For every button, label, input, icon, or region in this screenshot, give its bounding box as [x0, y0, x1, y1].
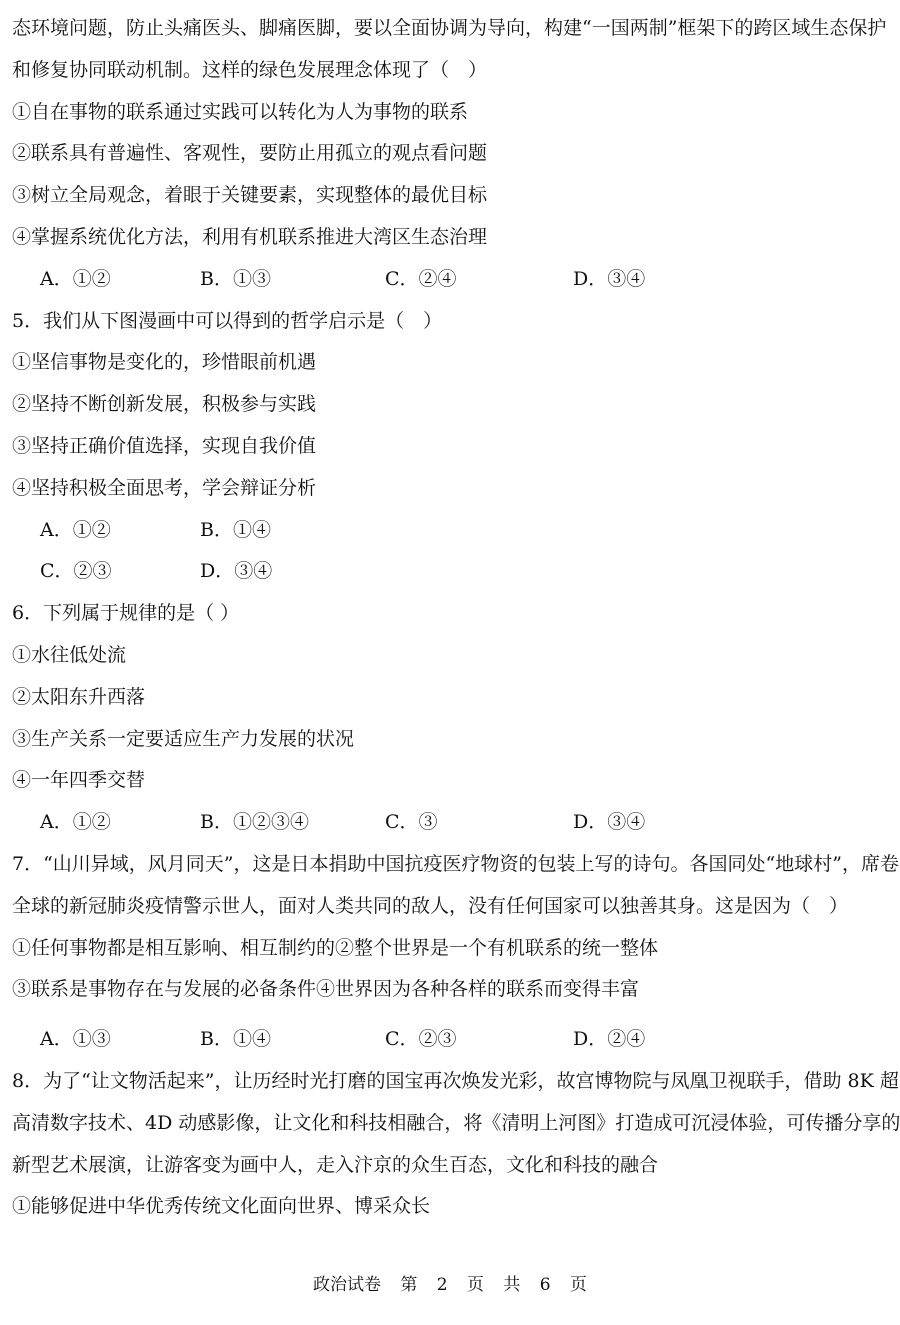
- q7-options: [40, 1027, 888, 1051]
- q7-option-a: A．①③: [40, 1028, 111, 1051]
- q4-item-2: ②联系具有普遍性、客观性，要防止用孤立的观点看问题: [12, 142, 488, 165]
- q6-item-1: ①水往低处流: [12, 643, 127, 666]
- q5-item-2: ②坚持不断创新发展，积极参与实践: [12, 393, 317, 416]
- q4-item-1: ①自在事物的联系通过实践可以转化为人为事物的联系: [12, 100, 469, 123]
- page-footer: [0, 1274, 900, 1296]
- footer-total-pages: 共 6 页: [503, 1275, 588, 1295]
- q5-item-3: ③坚持正确价值选择，实现自我价值: [12, 434, 317, 457]
- q7-spacer: [12, 1019, 888, 1027]
- q6-stem: 6．下列属于规律的是（ ）: [12, 602, 240, 625]
- q7-stem-line-2: 全球的新冠肺炎疫情警示世人，面对人类共同的敌人，没有任何国家可以独善其身。这是因为（ ）: [12, 894, 849, 917]
- q5-option-d: D．③④: [200, 560, 273, 583]
- q5-stem: 5．我们从下图漫画中可以得到的哲学启示是（ ）: [12, 309, 443, 332]
- q4-option-a: A．①②: [40, 267, 111, 290]
- q8-item-1: ①能够促进中华优秀传统文化面向世界、博采众长: [12, 1195, 431, 1218]
- footer-page-number: 第 2 页: [400, 1275, 484, 1295]
- q6-item-3: ③生产关系一定要适应生产力发展的状况: [12, 727, 355, 750]
- q5-options-row-1: [40, 518, 888, 542]
- q4-item-3: ③树立全局观念，着眼于关键要素，实现整体的最优目标: [12, 184, 488, 207]
- q4-option-d: D．③④: [573, 267, 646, 290]
- q5-options-row-2: [40, 559, 888, 583]
- q4-option-b: B．①③: [200, 267, 271, 290]
- q7-items-line-2: ③联系是事物存在与发展的必备条件④世界因为各种各样的联系而变得丰富: [12, 978, 640, 1001]
- q7-option-b: B．①④: [200, 1028, 271, 1051]
- q5-option-a: A．①②: [40, 518, 111, 541]
- q7-option-d: D．②④: [573, 1028, 646, 1051]
- q6-option-b: B．①②③④: [200, 811, 309, 834]
- q6-item-4: ④一年四季交替: [12, 769, 146, 792]
- q4-stem-line-2: 和修复协同联动机制。这样的绿色发展理念体现了（ ）: [12, 58, 488, 81]
- footer-subject: 政治试卷: [312, 1275, 381, 1295]
- q6-option-d: D．③④: [573, 811, 646, 834]
- q5-item-1: ①坚信事物是变化的，珍惜眼前机遇: [12, 351, 317, 374]
- q6-options: [40, 810, 888, 834]
- q8-stem-line-1: 8．为了“让文物活起来”，让历经时光打磨的国宝再次焕发光彩，故宫博物院与凤凰卫视联手，借助 8K 超: [12, 1069, 899, 1092]
- q4-option-c: C．②④: [385, 267, 457, 290]
- q8-stem-line-3: 新型艺术展演，让游客变为画中人，走入汴京的众生百态，文化和科技的融合: [12, 1153, 659, 1176]
- q7-items-line-1: ①任何事物都是相互影响、相互制约的②整个世界是一个有机联系的统一整体: [12, 936, 659, 959]
- q6-item-2: ②太阳东升西落: [12, 685, 146, 708]
- q4-stem-line-1: 态环境问题，防止头痛医头、脚痛医脚，要以全面协调为导向，构建“一国两制”框架下的跨区域生态保护: [12, 17, 887, 39]
- q4-options: [40, 267, 888, 291]
- q6-option-a: A．①②: [40, 811, 111, 834]
- exam-page: [12, 16, 900, 1236]
- q5-option-b: B．①④: [200, 518, 271, 541]
- q5-option-c: C．②③: [40, 560, 112, 583]
- q8-stem-line-2: 高清数字技术、4D 动感影像，让文化和科技相融合，将《清明上河图》打造成可沉浸体验，可传播分享的: [12, 1111, 900, 1134]
- q7-option-c: C．②③: [385, 1028, 457, 1051]
- q7-stem-line-1: 7．“山川异域，风月同天”，这是日本捐助中国抗疫医疗物资的包装上写的诗句。各国同处“地球村”，席卷: [12, 852, 899, 875]
- q6-option-c: C．③: [385, 811, 438, 834]
- q4-item-4: ④掌握系统优化方法，利用有机联系推进大湾区生态治理: [12, 225, 488, 248]
- q5-item-4: ④坚持积极全面思考，学会辩证分析: [12, 476, 317, 499]
